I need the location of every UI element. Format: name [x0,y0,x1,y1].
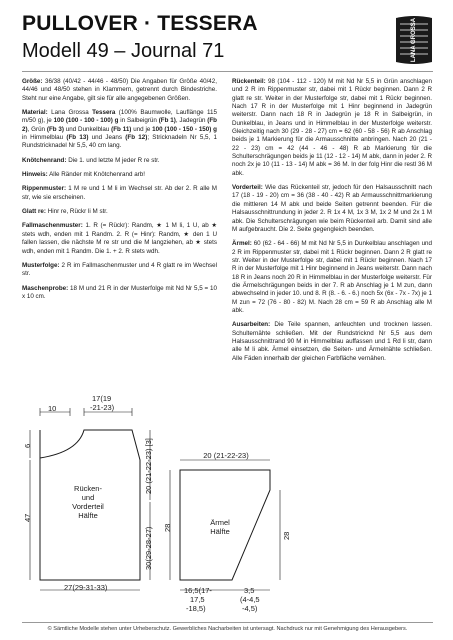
body-label-4: Hälfte [78,511,98,520]
drop-stitch-section [22,222,217,255]
material-label: Material: [22,109,48,117]
gauge-section [22,285,217,302]
rib-text: 1 M re und 1 M li im Wechsel str. Ab der 2. R alle M str, wie sie erscheinen. [22,185,217,201]
color-code: (Fb 2) [22,117,217,133]
dim-bottom-width: 27(29-31-33) [64,583,108,592]
dim-shoulder-width-2: -21-23) [90,403,115,412]
color-code: (Fb 11) [111,125,132,133]
dim-neck-depth: 6 [23,443,32,448]
left-column [22,78,217,307]
gauge-label: Maschenprobe: [22,284,69,292]
color-code: (Fb 13) [66,134,89,142]
back-label: Rückenteil: [232,78,266,85]
sleeve-text: 60 (62 - 64 - 66) M mit Nd Nr 5,5 in Dunkelblau anschlagen und 2 R im Rippenmuster str, dabei mit 1 Rückr beginnen. Dann 2 R glatt re str. Weiter in der Musterfolge str, dabei mit 1 Rückr beginnen. Nach 17 R in der Musterfolge mit 1 Hinr beginnend in Jeans weiterstr. Dann nach 18 R in Jeans noch 20 R in Himmelblau in der Musterfolge weiterstr. Für die Ärmelschrägungen beids in der 7. R ab Anschlag je 1 M zun, dann abwechselnd in jeder 10. und 8. R (8. - 6. - 6.) noch 5x (6x - 7x - 7x) je 1 M zun = 72 (76 - 80 - 82) M. Nach 28 cm = 59 R ab Anschlag alle M abk. [232,240,432,314]
sleeve-label-1: Ärmel [210,518,230,527]
stockinette-section [22,208,217,216]
yarn-amount: 100 (100 - 100 - 100) g [53,117,119,125]
size-label: Größe: [22,78,43,85]
pattern-sequence-section [22,262,217,279]
dim-side-length: 30(29-28-27) [144,526,153,570]
dim-sleeve-left: 28 [163,523,172,532]
dim-sleeve-right: 28 [282,531,291,540]
dim-sleeve-bottom-2: 17,5 [190,595,205,604]
dim-sleeve-bottom-3: -18,5) [186,604,206,613]
dim-sleeve-top: 20 (21-22-23) [203,451,249,460]
back-section [232,78,432,178]
note-section [22,171,217,179]
right-column [232,78,432,369]
selvedge-section [22,157,217,165]
color-code: (Fb 1) [158,117,176,125]
material-text: , Grün [27,125,47,133]
gauge-text: 18 M und 21 R in der Musterfolge mit Nd Nr 5,5 = 10 x 10 cm. [22,284,217,300]
selvedge-text: Die 1. und letzte M jeder R re str. [66,156,160,164]
dim-armhole-depth: 20 (21-22-23) [3] [144,438,153,494]
color-code: (Fb 12) [125,134,148,142]
copyright-footer: © Sämtliche Modelle stehen unter Urheberschutz. Gewerbliches Nacharbeiten ist untersagt. Nachdruck nur mit Genehmigung des Herausgebers. [47,626,408,632]
material-text: Lana Grossa [47,109,93,117]
material-text: und Jeans [88,134,126,142]
yarn-name: Tessera [92,109,116,117]
lana-grossa-logo [392,14,436,66]
body-label-1: Rücken- [74,484,102,493]
page-title: PULLOVER · TESSERA [22,12,258,35]
dim-sleeve-inc-2: (4-4,5 [240,595,260,604]
header-divider [22,71,433,72]
dim-neck-width: 10 [48,404,57,413]
dim-sleeve-bottom-1: 16,5(17- [184,586,212,595]
material-text: in Salbeigrün [118,117,159,125]
material-text: und Dunkelblau [63,125,112,133]
body-label-3: Vorderteil [72,502,104,511]
dim-shoulder-width-1: 17(19 [92,394,112,403]
logo-text: LANA GROSSA [411,17,417,63]
material-section [22,109,217,151]
note-text: Alle Ränder mit Knötchenrand arb! [47,171,145,179]
body-label-2: und [81,493,95,502]
rib-label: Rippenmuster: [22,185,67,193]
finishing-section [232,321,432,363]
dim-sleeve-inc-1: 3,5 [244,586,255,595]
size-section [22,78,217,103]
schematic-diagram [20,390,440,620]
note-label: Hinweis: [22,171,48,179]
rib-section [22,185,217,202]
material-text: (100% Baumwolle, Lauflänge 115 m/50 g), je [22,109,217,125]
back-text: 98 (104 - 112 - 120) M mit Nd Nr 5,5 in Grün anschlagen und 2 R im Rippenmuster str, dabei mit 1 Rückr beginnen. Dann 2 R glatt re str. Weiter in der Musterfolge str, dabei mit 1 Rückr beginnen. Nach 17 R in der Musterfolge mit 1 Hinr beginnend in Jadegrün weiterstr. Dann nach 18 R in Jadegrün je 18 R in Salbeigrün, in Dunkelblau, in Jeans und in Himmelblau in der Musterfolge weiterstr. Gleichzeitig nach 30 (29 - 28 - 27) cm = 62 (60 - 58 - 56) R ab Anschlag beids je 1 Markierung für die Armausschnitte anbringen. Nach 20 (21 - 22 - 23) cm = 42 (44 - 46 - 48) R ab Markierung für die Schulterschrägungen beids je 11 (12 - 12 - 14) M abk, dann in jeder 2. R noch 2x je 10 (11 - 13 - 14) M abk = 36 M. In der folg Hinr die restl 36 M abk. [232,78,432,177]
material-text: und je [131,125,153,133]
drop-stitch-text: 1. R (= Rückr): Randm, ★ 1 M li, 1 U, ab ★ stets wdh, enden mit 1 Randm. 2. R (= Hinr): Randm, ★ den 1 U fallen lassen, die nächste M re str und die M langziehen, ab ★ stets wdh, enden mit 1 Randm. Die 1. + 2. R stets wdh. [22,222,217,255]
pattern-sequence-text: 2 R im Fallmaschenmuster und 4 R glatt re im Wechsel str. [22,261,217,278]
stockinette-label: Glatt re: [22,208,46,216]
material-text: , Jadegrün [175,117,208,125]
sleeve-section [232,240,432,315]
drop-stitch-label: Fallmaschenmuster: [22,222,83,230]
sleeve-label: Ärmel: [232,240,252,248]
yarn-amount: 100 (100 - 150 - 150) g [152,125,217,133]
size-text: 36/38 (40/42 - 44/46 - 48/50) Die Angaben für Größe 40/42, 44/46 und 48/50 stehen in Klammern, getrennt durch Bindestriche. Steht nur eine Angabe, gilt sie für alle angegebenen Größen. [22,78,217,102]
front-label: Vorderteil: [232,184,263,192]
color-code: (Fb 3) [46,125,64,133]
front-section [232,184,432,234]
stockinette-text: Hinr re, Rückr li M str. [45,208,108,216]
pattern-sequence-label: Musterfolge: [22,261,60,269]
finishing-label: Ausarbeiten: [232,321,271,329]
finishing-text: Die Teile spannen, anfeuchten und trocknen lassen. Schulternähte schließen. Mit der Rundstricknd Nr 5,5 aus dem Halsausschnittrand 90 M in Himmelblau auffassen und 1 Rd li str, dann alle M li abk. Ärmel einsetzen, die Seiten- und Ärmelnähte schließen. Alle Fäden innerhalb der gleichen Farbfläche vernähen. [232,321,432,362]
front-text: Wie das Rückenteil str, jedoch für den Halsausschnitt nach 17 (18 - 19 - 20) cm = 36 (38 - 40 - 42) R ab Armausschnittmarkierung die mittleren 14 M abk und beide Seiten getrennt beenden. Für die Halsausschnittrundung in jeder 2. R 1x 4 M, 1x 3 M, 1x 2 M und 2x 1 M abk. Die Schulterschrägungen wie beim Rückenteil arb. Damit sind alle M aufgebraucht. Die 2. Seite gegengleich beenden. [232,184,432,233]
footer-divider [22,622,433,623]
dim-sleeve-inc-3: -4,5) [242,604,258,613]
material-text: ; Stricknadeln Nr 5,5, 1 Rundstricknadel Nr 5,5, 40 cm lang. [22,134,217,150]
material-text: in Himmelblau [22,134,67,142]
selvedge-label: Knötchenrand: [22,156,67,164]
dim-total-length: 47 [23,513,32,522]
page-subtitle: Modell 49 – Journal 71 [22,40,225,62]
sleeve-label-2: Hälfte [210,527,230,536]
